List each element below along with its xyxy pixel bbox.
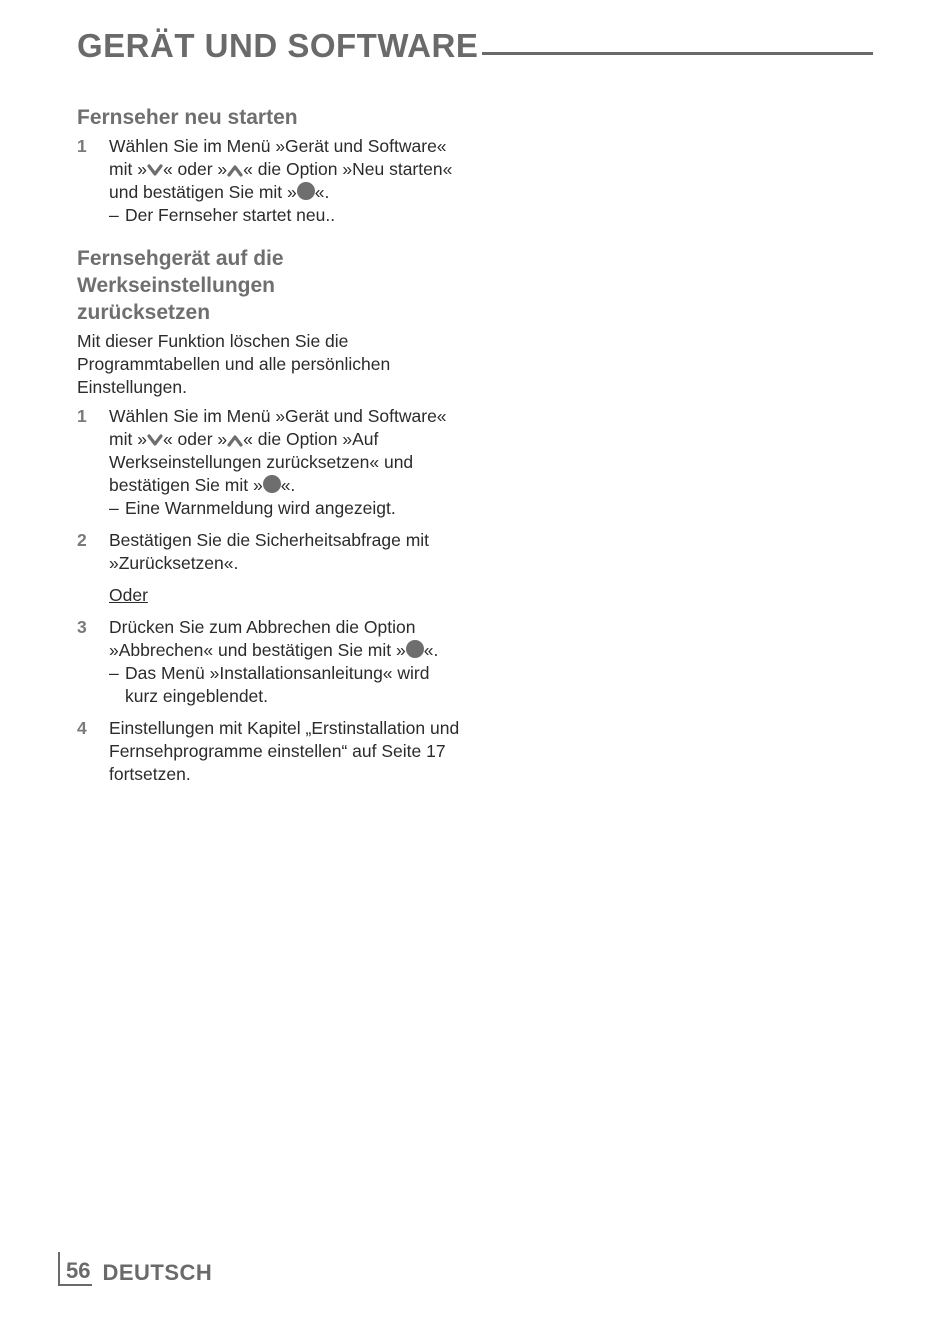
step-body [109, 616, 462, 708]
step-text: « die Option »Neu starten« und bestätigen Sie mit » [109, 159, 453, 202]
step-result: – Das Menü »Installationsanleitung« wird kurz eingeblendet. [109, 662, 462, 708]
step-body: Bestätigen Sie die Sicherheitsabfrage mit »Zurücksetzen«. [109, 530, 430, 573]
footer-language: DEUTSCH [102, 1260, 213, 1285]
intro-text: Mit dieser Funktion löschen Sie die Programmtabellen und alle persönlichen Einstellungen. [77, 331, 391, 397]
step-text: «. [280, 475, 296, 495]
step-item [77, 405, 462, 520]
step-body: Einstellungen mit Kapitel „Erstinstallation und Fernsehprogramme einstellen“ auf Seite 17 fortsetzen. [109, 718, 460, 784]
step-item [77, 616, 462, 708]
chevron-down-icon [147, 164, 163, 177]
ok-button-icon [297, 182, 315, 200]
step-text: « oder » [162, 159, 228, 179]
page-number-box [58, 1252, 92, 1286]
ok-button-icon [406, 640, 424, 658]
step-result: – Eine Warnmeldung wird angezeigt. [109, 497, 462, 520]
step-text: « oder » [162, 429, 228, 449]
step-item [77, 529, 462, 575]
header-rule [482, 52, 873, 55]
chevron-up-icon [227, 434, 243, 447]
section-title-restart: Fernseher neu starten [77, 106, 298, 129]
step-text: « die Option »Auf Werkseinstellungen zurücksetzen« und bestätigen Sie mit » [109, 429, 414, 495]
step-text: «. [423, 640, 439, 660]
step-number: 1 [77, 406, 87, 426]
step-number: 2 [77, 530, 87, 550]
chevron-up-icon [227, 164, 243, 177]
step-body [109, 135, 462, 227]
result-text: Eine Warnmeldung wird angezeigt. [125, 498, 396, 518]
step-text: «. [314, 182, 330, 202]
ok-button-icon [263, 475, 281, 493]
result-text: Der Fernseher startet neu.. [125, 205, 336, 225]
result-text: Das Menü »Installationsanleitung« wird kurz eingeblendet. [125, 663, 430, 706]
step-text: Drücken Sie zum Abbrechen die Option »Abbrechen« und bestätigen Sie mit » [109, 617, 416, 660]
step-text: Wählen Sie im Menü »Gerät und Software« mit » [109, 406, 447, 449]
page-footer [58, 1252, 212, 1286]
chevron-down-icon [147, 434, 163, 447]
section-title-factory-reset: Fernsehgerät auf die Werkseinstellungen zurücksetzen [77, 247, 284, 324]
page-number: 56 [66, 1258, 91, 1283]
step-body [109, 405, 462, 520]
step-item [77, 717, 462, 786]
content-column [77, 104, 462, 795]
step-number: 3 [77, 617, 87, 637]
page-title: GERÄT UND SOFTWARE [77, 27, 479, 64]
page-header [77, 24, 873, 64]
section-factory-reset [77, 245, 462, 786]
step-item [77, 135, 462, 227]
step-number: 4 [77, 718, 87, 738]
step-text: Wählen Sie im Menü »Gerät und Software« mit » [109, 136, 447, 179]
step-result: – Der Fernseher startet neu.. [109, 204, 462, 227]
step-number: 1 [77, 136, 87, 156]
section-restart [77, 104, 462, 227]
oder-label: Oder [109, 585, 148, 605]
